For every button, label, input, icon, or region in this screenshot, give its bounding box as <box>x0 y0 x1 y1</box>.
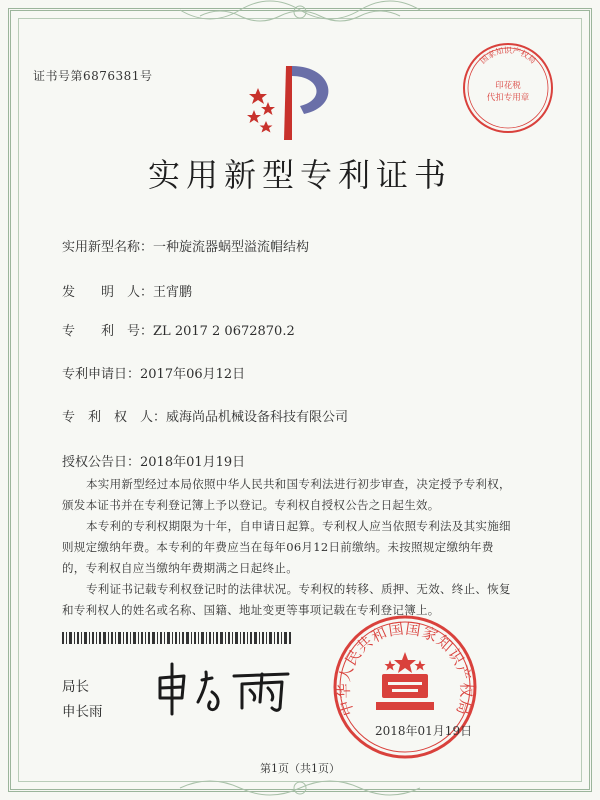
paragraph-term-notice: 本专利的专利权期限为十年，自申请日起算。专利权人应当依照专利法及其实施细则规定缴纳年费。本专利的年费应当在每年06月12日前缴纳。未按照规定缴纳年费的，专利权自应当缴纳年费期满之日起终止。 <box>62 519 511 575</box>
svg-text:印花税: 印花税 <box>495 81 521 91</box>
certificate-number: 证书号第6876381号 <box>33 69 153 83</box>
svg-text:中华人民共和国国家知识产权局: 中华人民共和国国家知识产权局 <box>334 619 476 718</box>
director-signature <box>150 658 300 718</box>
director-title: 局长 <box>62 679 89 695</box>
official-seal <box>330 612 480 762</box>
barcode <box>62 632 292 644</box>
director-name: 申长雨 <box>62 704 103 720</box>
page-number: 第1页（共1页） <box>260 762 340 775</box>
patent-office-logo <box>246 58 346 150</box>
certificate-title: 实用新型专利证书 <box>147 156 452 194</box>
svg-text:国家知识产权局: 国家知识产权局 <box>478 45 538 66</box>
field-inventor: 发 明 人：王宵鹏 <box>62 285 193 300</box>
issue-date: 2018年01月19日 <box>375 724 473 738</box>
top-ornament <box>0 0 600 30</box>
field-patentee: 专 利 权 人：威海尚品机械设备科技有限公司 <box>62 410 349 425</box>
tax-stamp-seal <box>458 38 558 138</box>
paragraph-legal-status: 专利证书记载专利权登记时的法律状况。专利权的转移、质押、无效、终止、恢复和专利权人的姓名或名称、国籍、地址变更等事项记载在专利登记簿上。 <box>62 582 511 617</box>
field-patent-number: 专 利 号：ZL 2017 2 0672870.2 <box>62 324 295 339</box>
field-utility-model-name: 实用新型名称：一种旋流器蜗型溢流帽结构 <box>62 240 310 255</box>
field-application-date: 专利申请日：2017年06月12日 <box>62 367 246 382</box>
paragraph-grant-notice: 本实用新型经过本局依照中华人民共和国专利法进行初步审查，决定授予专利权，颁发本证书并在专利登记簿上予以登记。专利权自授权公告之日起生效。 <box>62 477 511 512</box>
svg-text:代扣专用章: 代扣专用章 <box>486 93 530 103</box>
field-grant-date: 授权公告日：2018年01月19日 <box>62 455 246 470</box>
